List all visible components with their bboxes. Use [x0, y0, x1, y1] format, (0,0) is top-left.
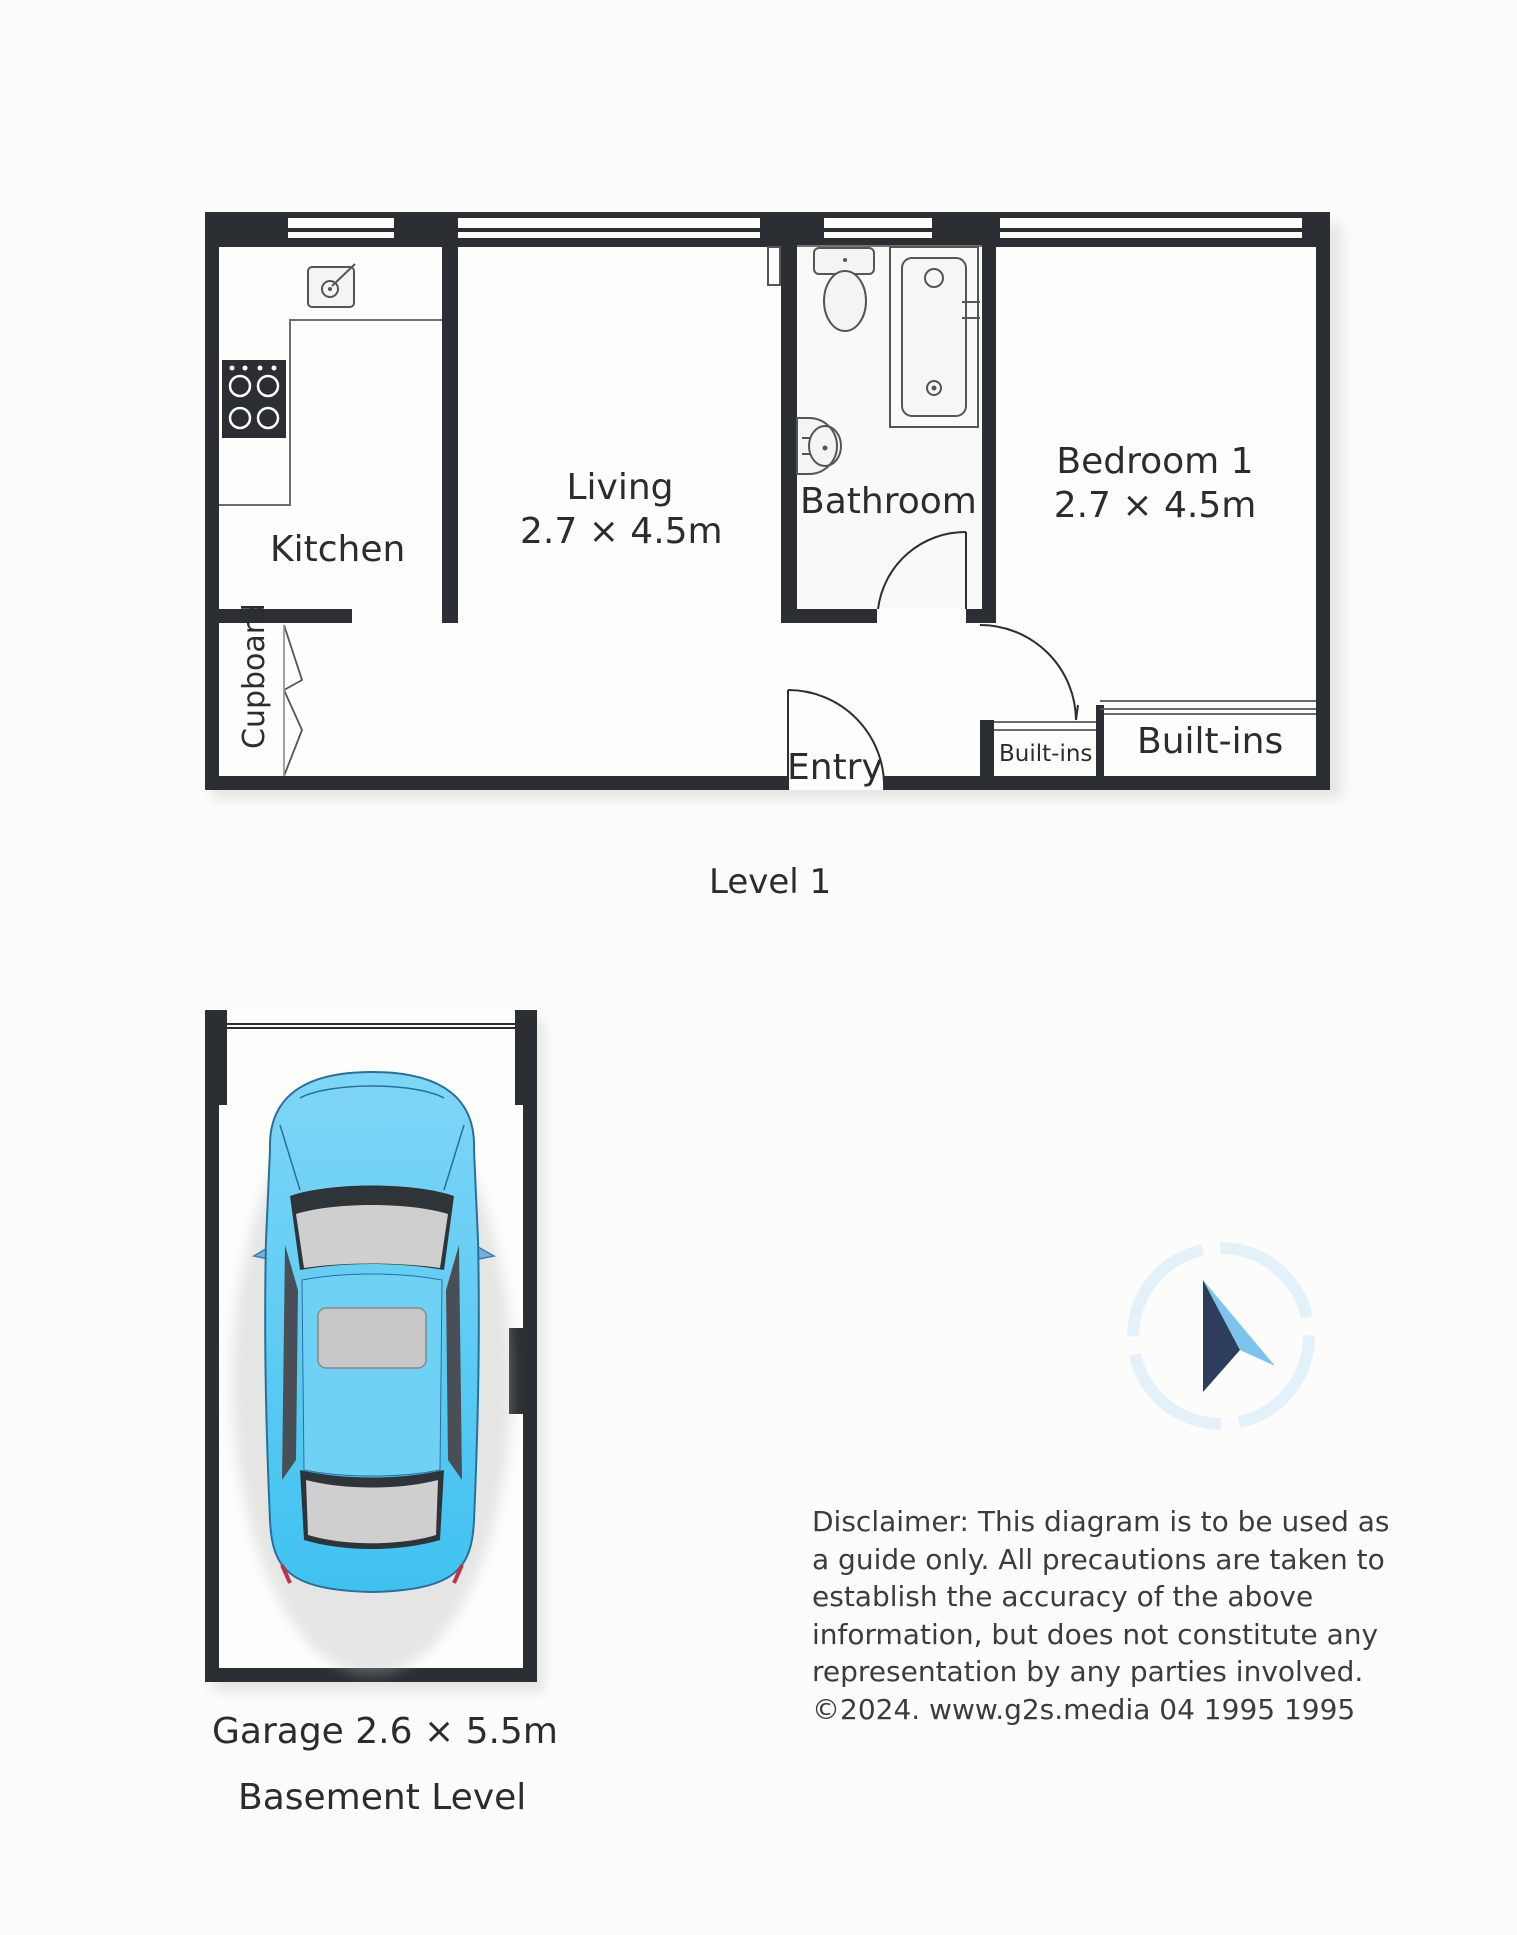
bedroom-name: Bedroom 1 [1056, 441, 1254, 482]
disclaimer-text [812, 1503, 1390, 1728]
cooktop-icon [222, 360, 286, 438]
car-icon [232, 1072, 512, 1675]
level1-title: Level 1 [709, 862, 832, 902]
living-name: Living [566, 467, 674, 508]
room-label-builtins-small: Built-ins [999, 741, 1093, 767]
disclaimer-line: representation by any parties involved. [812, 1655, 1364, 1688]
living-dimensions: 2.7 × 4.5m [520, 511, 723, 552]
bedroom-dimensions: 2.7 × 4.5m [1053, 485, 1257, 526]
room-label-bathroom: Bathroom [800, 481, 977, 522]
room-label-kitchen: Kitchen [270, 529, 406, 570]
disclaimer-line: establish the accuracy of the above [812, 1580, 1314, 1613]
room-label-entry: Entry [787, 747, 883, 788]
room-label-cupboard: Cupboard [237, 603, 272, 749]
garage-label: Garage 2.6 × 5.5m [212, 1711, 558, 1752]
disclaimer-line: information, but does not constitute any [812, 1617, 1379, 1651]
room-label-living [520, 466, 723, 554]
kitchen-wall-stub [442, 608, 458, 623]
sink-icon [308, 264, 355, 307]
room-label-bedroom [1050, 440, 1260, 528]
disclaimer-line: Disclaimer: This diagram is to be used as [812, 1505, 1390, 1538]
disclaimer-line: a guide only. All precautions are taken to [812, 1542, 1385, 1576]
bathtub-icon [890, 247, 980, 427]
garage-plan [205, 1010, 544, 1692]
compass-north-arrow-icon [1133, 1248, 1309, 1424]
top-wall [205, 212, 1330, 247]
room-label-builtins-large: Built-ins [1137, 721, 1284, 762]
disclaimer-line: ©2024. www.g2s.media 04 1995 1995 [812, 1692, 1356, 1726]
basement-title: Basement Level [238, 1777, 527, 1818]
